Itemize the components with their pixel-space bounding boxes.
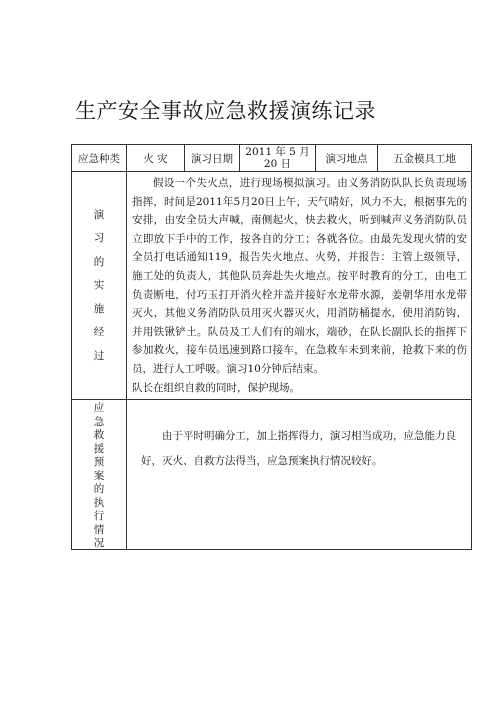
process-label: 演 习 的 实 施 经 过 (72, 172, 127, 400)
process-row (72, 172, 472, 400)
emergency-type-value: 火 灾 (127, 145, 185, 172)
header-row (72, 145, 472, 172)
evaluation-text: 由于平时明确分工，加上指挥得力，演习相当成功，应急能力良好，灭火、自救方法得当，应急预案执行情况较好。 (141, 430, 456, 468)
drill-date-value: 2011 年 5 月 20 日 (240, 145, 316, 172)
process-text-cell (127, 172, 472, 400)
drill-date-label: 演习日期 (185, 145, 240, 172)
process-last-line: 队长在组织自救的同时，保护现场。 (132, 381, 300, 394)
evaluation-row (72, 400, 472, 550)
drill-record-table (71, 144, 472, 550)
evaluation-text-cell (127, 400, 472, 550)
drill-place-value: 五金模具工地 (378, 145, 472, 172)
evaluation-label: 应 急 救 援 预 案 的 执 行 情 况 (72, 400, 127, 550)
page-title: 生产安全事故应急救援演练记录 (75, 99, 376, 123)
emergency-type-label: 应急种类 (72, 145, 127, 172)
process-text: 假设一个失火点，进行现场模拟演习。由义务消防队队长负责现场指挥，时间是2011年5月20日上午，天气晴好，风力不大，根据事先的安排，由安全员大声喊，南侧起火，快去救火，听到喊声义务消防队员立即放下手中的工作，按各自的分工；各就各位。由最先发现火情的安全员打电话通知119，报告失火地点、火势，并报告：主管上级领导，施工处的负责人，其他队员奔赴失火地点。按平时教育的分工，由电工负责断电，付巧玉打开消火栓并盖并接好水龙带水源，姜朝华用水龙带灭火，其他义务消防队员用灭火器灭火，用消防桶提水，使用消防钩，并用铁锹铲土。队员及工人们有的端水，端砂，在队长副队长的指挥下参加救火，接车员迅速到路口接车，在急救车未到来前，抢救下来的伤员，进行人工呼吸。演习10分钟后结束。 (132, 177, 467, 375)
drill-place-label: 演习地点 (316, 145, 378, 172)
